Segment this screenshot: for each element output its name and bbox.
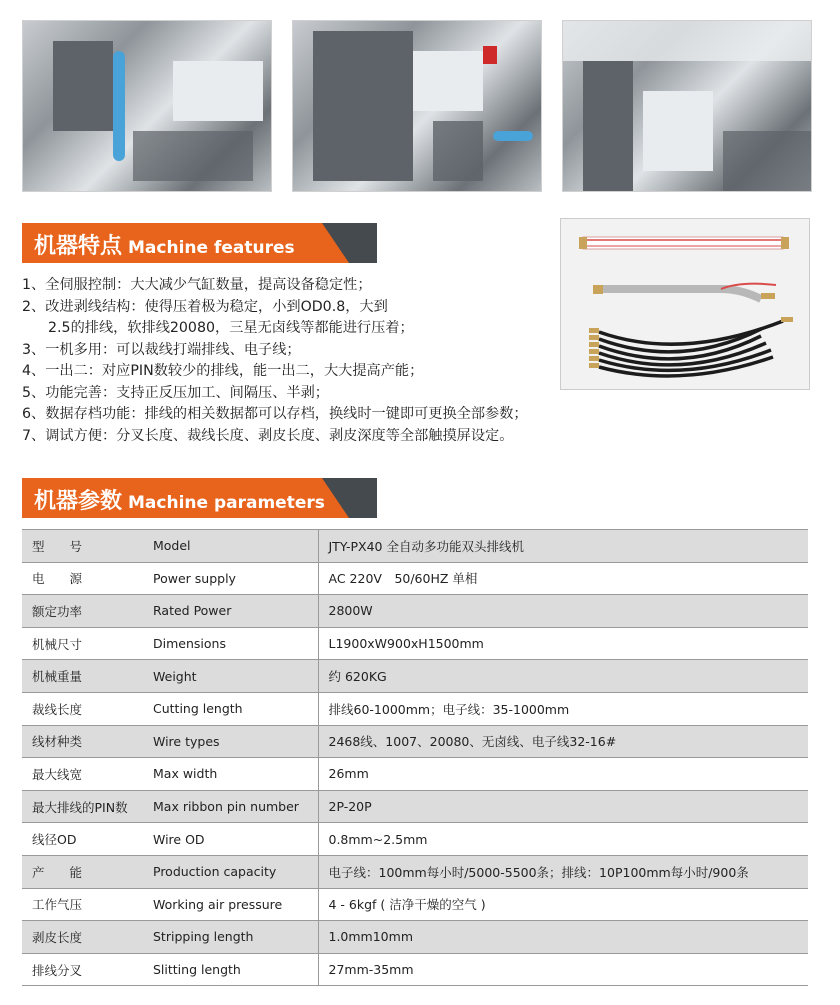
table-row: [22, 562, 808, 595]
param-name-en: Production capacity: [143, 855, 318, 888]
wire-harness-photo: [560, 218, 810, 390]
table-row: [22, 660, 808, 693]
wire-harness-illustration: [561, 219, 811, 391]
features-heading: [22, 223, 377, 263]
table-row: [22, 855, 808, 888]
param-value: 1.0mm10mm: [318, 921, 808, 954]
machine-photo-3: [562, 20, 812, 192]
param-value: 排线60-1000mm；电子线：35-1000mm: [318, 692, 808, 725]
param-value: 27mm-35mm: [318, 953, 808, 986]
param-name-cn: 产 能: [22, 855, 143, 888]
param-name-en: Wire types: [143, 725, 318, 758]
parameters-heading-cn: 机器参数: [34, 489, 123, 514]
param-name-en: Power supply: [143, 562, 318, 595]
param-value: L1900xW900xH1500mm: [318, 627, 808, 660]
param-name-en: Slitting length: [143, 953, 318, 986]
feature-item: 6、数据存档功能：排线的相关数据都可以存档，换线时一键即可更换全部参数；: [22, 406, 528, 422]
param-name-en: Cutting length: [143, 692, 318, 725]
param-name-en: Stripping length: [143, 921, 318, 954]
table-row: [22, 790, 808, 823]
feature-item: 3、一机多用：可以裁线打端排线、电子线；: [22, 341, 301, 358]
param-value: 2P-20P: [318, 790, 808, 823]
features-list: [22, 275, 622, 447]
table-row: [22, 888, 808, 921]
param-name-en: Weight: [143, 660, 318, 693]
parameters-table: [22, 529, 808, 986]
feature-item: 4、一出二：对应PIN数较少的排线，能一出二，大大提高产能；: [22, 363, 424, 379]
param-value: 2468线、1007、20080、无卤线、电子线32-16#: [318, 725, 808, 758]
param-name-cn: 最大线宽: [22, 758, 143, 791]
feature-item: 1、全伺服控制：大大减少气缸数量，提高设备稳定性；: [22, 277, 372, 293]
features-heading-cn: 机器特点: [34, 234, 123, 259]
feature-item: 7、调试方便：分叉长度、裁线长度、剥皮长度、剥皮深度等全部触摸屏设定。: [22, 427, 514, 444]
table-row: [22, 823, 808, 856]
param-name-en: Wire OD: [143, 823, 318, 856]
param-name-en: Working air pressure: [143, 888, 318, 921]
param-name-en: Rated Power: [143, 595, 318, 628]
table-row: [22, 921, 808, 954]
param-name-cn: 裁线长度: [22, 692, 143, 725]
param-name-cn: 工作气压: [22, 888, 143, 921]
feature-item: 5、功能完善：支持正反压加工、间隔压、半剥；: [22, 384, 329, 401]
machine-photo-2: [292, 20, 542, 192]
table-row: [22, 595, 808, 628]
param-name-cn: 额定功率: [22, 595, 143, 628]
param-value: 4 - 6kgf ( 洁净干燥的空气 ): [318, 888, 808, 921]
features-heading-en: Machine features: [128, 238, 295, 258]
param-value: JTY-PX40 全自动多功能双头排线机: [318, 530, 808, 563]
parameters-heading: [22, 478, 377, 518]
table-row: [22, 627, 808, 660]
param-name-cn: 线材种类: [22, 725, 143, 758]
table-row: [22, 692, 808, 725]
feature-item: 2、改进剥线结构：使得压着极为稳定，小到OD0.8，大到: [22, 298, 388, 315]
param-name-cn: 最大排线的PIN数: [22, 790, 143, 823]
param-name-cn: 电 源: [22, 562, 143, 595]
param-value: 2800W: [318, 595, 808, 628]
table-row: [22, 725, 808, 758]
table-row: [22, 953, 808, 986]
param-name-cn: 排线分叉: [22, 953, 143, 986]
param-name-cn: 机械重量: [22, 660, 143, 693]
param-value: 电子线：100mm每小时/5000-5500条；排线：10P100mm每小时/900条: [318, 855, 808, 888]
param-name-cn: 型 号: [22, 530, 143, 563]
param-name-en: Model: [143, 530, 318, 563]
param-name-en: Max width: [143, 758, 318, 791]
param-name-cn: 机械尺寸: [22, 627, 143, 660]
table-row: [22, 758, 808, 791]
parameters-heading-en: Machine parameters: [128, 493, 325, 513]
param-name-en: Dimensions: [143, 627, 318, 660]
param-value: 26mm: [318, 758, 808, 791]
param-value: 0.8mm~2.5mm: [318, 823, 808, 856]
param-value: 约 620KG: [318, 660, 808, 693]
param-name-cn: 剥皮长度: [22, 921, 143, 954]
feature-item: 2.5的排线，软排线20080，三星无卤线等都能进行压着；: [48, 320, 414, 336]
param-name-en: Max ribbon pin number: [143, 790, 318, 823]
table-row: [22, 530, 808, 563]
param-name-cn: 线径OD: [22, 823, 143, 856]
machine-photo-1: [22, 20, 272, 192]
param-value: AC 220V 50/60HZ 单相: [318, 562, 808, 595]
